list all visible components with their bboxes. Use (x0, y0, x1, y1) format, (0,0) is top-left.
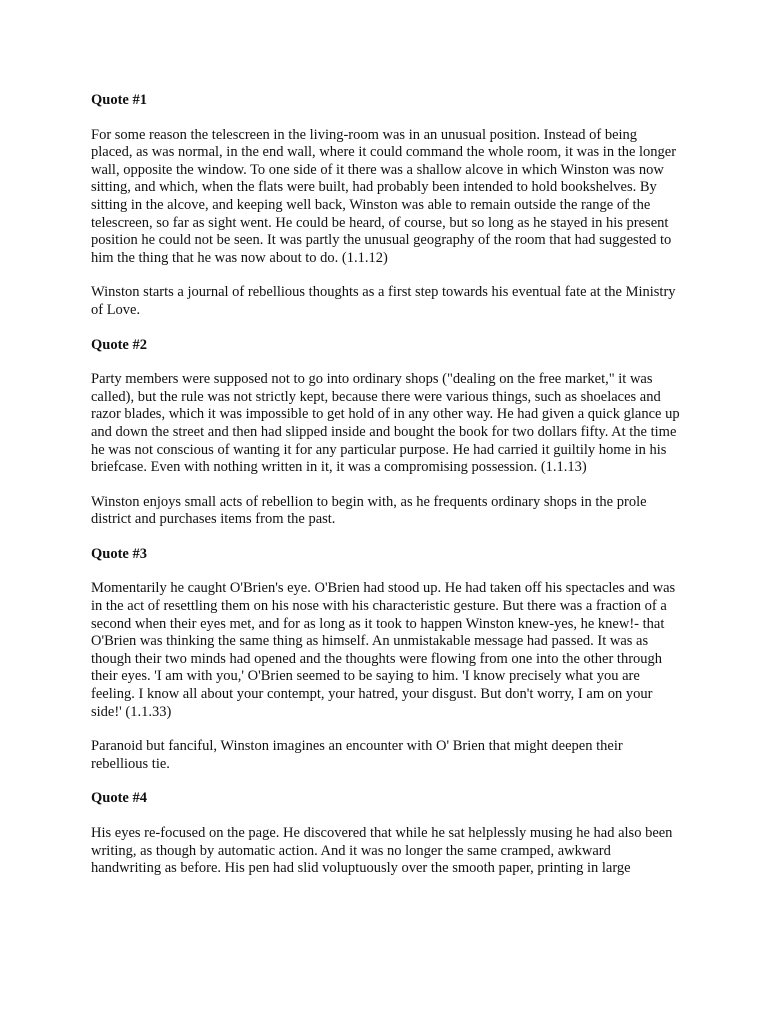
quote-1-text: For some reason the telescreen in the living-room was in an unusual position. Instead of being placed, as was normal, in the end wall, where it could command the whole room, it was in the longer wall, opposite the window. To one side of it there was a shallow alcove in which Winston was now sitting, and which, when the flats were built, had probably been intended to hold bookshelves. By sitting in the alcove, and keeping well back, Winston was able to remain outside the range of the telescreen, so far as sight went. He could be heard, of course, but so long as he stayed in his present position he could not be seen. It was partly the unusual geography of the room that had suggested to him the thing that he was now about to do. (1.1.12) (91, 126, 677, 266)
quote-4-heading: Quote #4 (91, 790, 147, 807)
quote-4-text: His eyes re-focused on the page. He discovered that while he sat helplessly musing he had also been writing, as though by automatic action. And it was no longer the same cramped, awkward handwriting as before. His pen had slid voluptuously over the smooth paper, printing in large (91, 825, 673, 877)
quote-2-commentary: Winston enjoys small acts of rebellion to begin with, as he frequents ordinary shops in the prole district and purchases items from the past. (91, 493, 647, 528)
quote-3-commentary: Paranoid but fanciful, Winston imagines an encounter with O' Brien that might deepen their rebellious tie. (91, 738, 623, 772)
quote-1-heading: Quote #1 (91, 92, 147, 108)
quote-2-text: Party members were supposed not to go into ordinary shops ("dealing on the free market," it was called), but the rule was not strictly kept, because there were various things, such as shoelaces and razor blades, which it was impossible to get hold of in any other way. He had given a quick glance up and down the street and then had slipped inside and bought the book for two dollars fifty. At the time he was not conscious of wanting it for any particular purpose. He had carried it guiltily home in his briefcase. Even with nothing written in it, it was a compromising possession. (1.1.13) (91, 371, 680, 476)
quote-1-commentary: Winston starts a journal of rebellious thoughts as a first step towards his eventual fate at the Ministry of Love. (91, 284, 676, 318)
quote-3-heading: Quote #3 (91, 545, 147, 562)
quote-3-text: Momentarily he caught O'Brien's eye. O'Brien had stood up. He had taken off his spectacles and was in the act of resettling them on his nose with his characteristic gesture. But there was a fraction of a second when their eyes met, and for as long as it took to happen Winston knew-yes, he knew!- that O'Brien was thinking the same thing as himself. An unmistakable message had passed. It was as though their two minds had opened and the thoughts were flowing from one into the other through their eyes. 'I am with you,' O'Brien seemed to be saying to him. 'I know precisely what you are feeling. I know all about your contempt, your hatred, your disgust. But don't worry, I am on your side!' (1.1.33) (91, 580, 676, 720)
quote-2-heading: Quote #2 (91, 336, 147, 353)
document-page (91, 84, 681, 878)
